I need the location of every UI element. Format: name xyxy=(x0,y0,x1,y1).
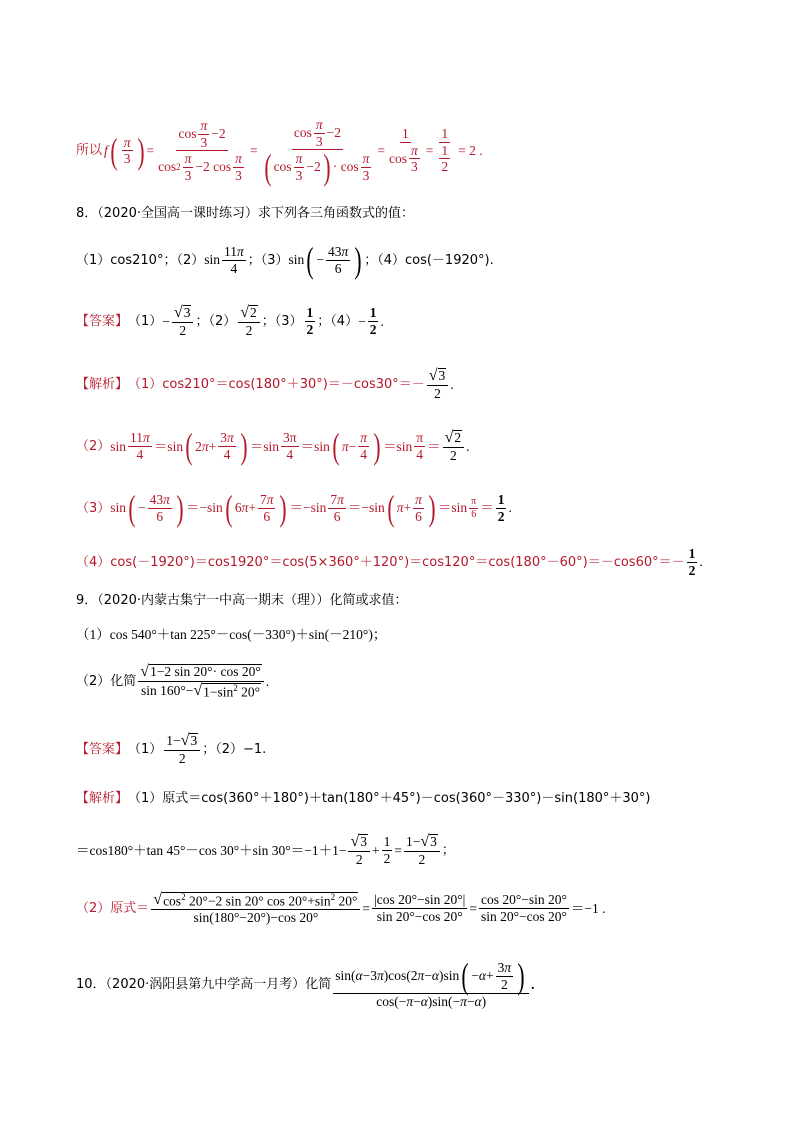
answer-tag: 【答案】 xyxy=(76,313,129,329)
q9-item-1: （1）cos 540°＋tan 225°－cos(－330°)＋sin(－210°)； xyxy=(76,627,387,642)
q8-answer: 【答案】 （1） − √ 3 2 ；（2） √ 2 2 ；（3） $\frac{1}{2}$ ；（4） − $\frac{1}{2}$ . xyxy=(76,304,384,338)
q8-analysis-4: （4）cos(－1920°)＝cos1920°＝cos(5×360°＋120°)＝cos120°＝cos(180°－60°)＝－cos60°＝－ $\frac{1}{2}$ . xyxy=(76,546,703,578)
q9-item-2: （2）化简 √ 1−2 sin 20°· cos 20° sin 160°− √ $1-\sin^2$ 20° . xyxy=(76,663,270,700)
q9-analysis-2: ＝cos180°＋tan 45°－cos 30°＋sin 30°＝−1＋1− √ 3 2 + $\frac{1}{2}$ = 1− √ 3 2 ； xyxy=(76,833,455,867)
q9-analysis-1: 【解析】 （1）原式＝cos(360°＋180°)＋tan(180°＋45°)－cos(360°－330°)－sin(180°＋30°) xyxy=(76,791,651,806)
q8-header: 8．（2020·全国高一课时练习）求下列各三角函数式的值： xyxy=(76,206,414,221)
q8-analysis-2: （2） sin 11 π 4 ＝sin ( 2π+ 3 π 4 ) ＝sin $\frac{3\pi}{4}$ ＝sin ( π − $\frac{\pi}{4}$ ) ＝sin $\frac{\pi}{4}$ ＝ √ 2 2 . xyxy=(76,426,470,467)
q10-question: 10．（2020·涡阳县第九中学高一月考）化简 sin( α −3 π )cos(2 π − α )sin ( − α + 3 π 2 ) cos(− π − α )sin(− π − α ) . xyxy=(76,956,535,1010)
q9-answer: 【答案】 （1） 1− √ 3 2 ；（2）−1. xyxy=(76,732,267,766)
analysis-tag: 【解析】 xyxy=(76,376,129,392)
q9-header: 9．（2020·内蒙古集宁一中高一期末（理））化简或求值： xyxy=(76,593,408,608)
q8-analysis-1: 【解析】 （1）cos210°＝cos(180°＋30°)＝－cos30°＝－ √ 3 2 . xyxy=(76,367,454,401)
q8-items: （1）cos210°；（2） sin 11 π 4 ；（3） sin ( − 43 π 6 ) ；（4）cos(－1920°). xyxy=(76,240,494,280)
q9-analysis-3: （2）原式＝ √ $\cos^2 20^\circ-2$ sin 20° $\cos 20^\circ+\sin^2$ 20° sin(180°−20°)−cos 20° = $\frac{|\cos 20^\circ-\sin 20^\circ|}{\sin 20^\circ-\cos 20^\circ}$ = $\frac{\cos 20^\circ-\sin 20^\circ}{\sin 20^\circ-\cos 20^\circ}$ ＝−1 . xyxy=(76,891,606,925)
prev-solution-line: 所以 f ( $\frac{\pi}{3}$ ) = cos $\frac{\pi}{3}$ −2 cos 2 $\frac{\pi}{3}$ −2 cos $\frac{\pi}{3}$ = cos $\frac{\pi}{3}$ −2 ( cos $\frac{\pi}{3}$ −2 ) · cos $\frac{\pi}{3}$ = 1 cos $\frac{\pi}{3}$ = $\frac{1}{\frac{1}{2}}$ = 2 . xyxy=(76,117,483,187)
prev-lead: 所以 xyxy=(76,143,103,159)
q8-analysis-3: （3） sin ( − 43 π 6 ) ＝−sin ( 6π+ 7 π 6 ) ＝−sin 7 π 6 ＝−sin ( π + $\frac{\pi}{6}$ ) ＝sin $\frac{\pi}{6}$ ＝ $\frac{1}{2}$ . xyxy=(76,488,512,528)
prev-tail: = 2 . xyxy=(458,142,483,158)
